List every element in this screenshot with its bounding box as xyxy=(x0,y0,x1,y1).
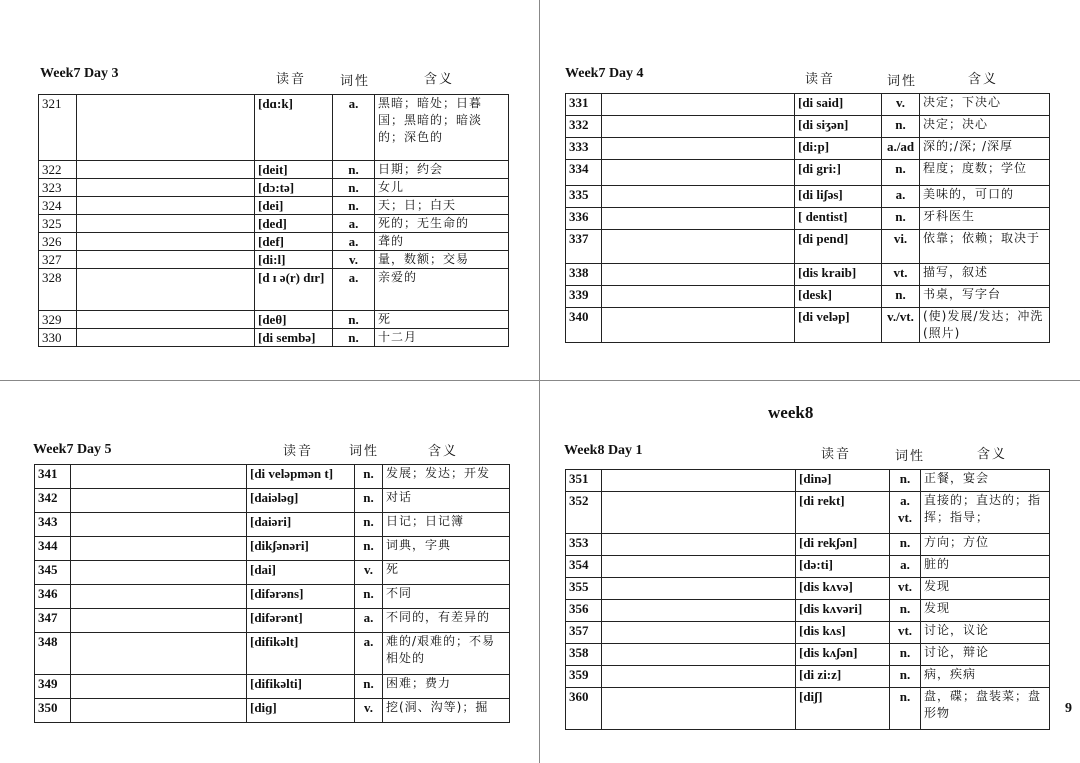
part-of-speech-cell: a. xyxy=(333,269,375,311)
vocab-table xyxy=(565,93,1050,343)
part-of-speech-cell: n. xyxy=(890,644,921,666)
part-of-speech-cell: n. xyxy=(355,537,383,561)
phonetic-cell: [dis kʌvəri] xyxy=(796,600,890,622)
word-number: 337 xyxy=(566,230,602,264)
phonetic-cell: [difikəlt] xyxy=(247,633,355,675)
col-pos: 词性 xyxy=(895,449,926,464)
phonetic-cell: [dikʃənəri] xyxy=(247,537,355,561)
meaning-cell: 讨论，议论 xyxy=(921,622,1050,644)
day-title: Week7 Day 3 xyxy=(40,66,119,81)
meaning-cell: 依靠；依赖；取决于 xyxy=(920,230,1050,264)
meaning-cell: 日记；日记簿 xyxy=(383,513,510,537)
word-number: 341 xyxy=(35,465,71,489)
word-number: 328 xyxy=(39,269,77,311)
word-cell xyxy=(602,666,796,688)
word-number: 348 xyxy=(35,633,71,675)
phonetic-cell: [dɔ:tə] xyxy=(255,179,333,197)
phonetic-cell: [dis kraib] xyxy=(795,264,882,286)
vocab-table xyxy=(38,94,509,347)
word-cell xyxy=(602,534,796,556)
word-number: 336 xyxy=(566,208,602,230)
part-of-speech-cell: v. xyxy=(882,94,920,116)
phonetic-cell: [di veləpmən t] xyxy=(247,465,355,489)
table-row xyxy=(35,513,510,537)
phonetic-cell: [di rekt] xyxy=(796,492,890,534)
col-pronunciation: 读音 xyxy=(821,447,852,462)
meaning-cell: 决定；下决心 xyxy=(920,94,1050,116)
col-pronunciation: 读音 xyxy=(805,72,836,87)
word-cell xyxy=(602,208,795,230)
col-pos: 词性 xyxy=(349,444,380,459)
phonetic-cell: [di zi:z] xyxy=(796,666,890,688)
word-cell xyxy=(602,470,796,492)
col-meaning: 含义 xyxy=(424,72,455,87)
word-cell xyxy=(602,230,795,264)
word-cell xyxy=(77,233,255,251)
panel-week7-day4 xyxy=(540,0,1080,381)
table-row xyxy=(39,311,509,329)
table-row xyxy=(35,489,510,513)
vocab-rows xyxy=(566,94,1050,343)
phonetic-cell: [di rekʃən] xyxy=(796,534,890,556)
word-cell xyxy=(71,609,247,633)
meaning-cell: 黑暗；暗处；日暮国；黑暗的；暗淡的；深色的 xyxy=(375,95,509,161)
col-meaning: 含义 xyxy=(977,447,1008,462)
word-cell xyxy=(71,513,247,537)
part-of-speech-cell: a. xyxy=(882,186,920,208)
meaning-cell: 发现 xyxy=(921,600,1050,622)
meaning-cell: 牙科医生 xyxy=(920,208,1050,230)
word-cell xyxy=(77,329,255,347)
word-number: 335 xyxy=(566,186,602,208)
table-row xyxy=(566,492,1050,534)
meaning-cell: 女儿 xyxy=(375,179,509,197)
word-cell xyxy=(602,308,795,343)
word-number: 339 xyxy=(566,286,602,308)
part-of-speech-cell: a./ad xyxy=(882,138,920,160)
meaning-cell: 程度；度数；学位 xyxy=(920,160,1050,186)
table-row xyxy=(566,208,1050,230)
vocab-table xyxy=(565,469,1050,730)
phonetic-cell: [dɑ:k] xyxy=(255,95,333,161)
word-number: 347 xyxy=(35,609,71,633)
word-cell xyxy=(71,633,247,675)
word-number: 342 xyxy=(35,489,71,513)
phonetic-cell: [di pend] xyxy=(795,230,882,264)
table-row xyxy=(35,537,510,561)
part-of-speech-cell: n. xyxy=(333,329,375,347)
word-number: 330 xyxy=(39,329,77,347)
word-number: 359 xyxy=(566,666,602,688)
phonetic-cell: [di veləp] xyxy=(795,308,882,343)
word-cell xyxy=(71,489,247,513)
word-cell xyxy=(71,561,247,585)
phonetic-cell: [def] xyxy=(255,233,333,251)
meaning-cell: 死的；无生命的 xyxy=(375,215,509,233)
vocab-table xyxy=(34,464,510,723)
table-row xyxy=(566,556,1050,578)
table-row xyxy=(35,561,510,585)
phonetic-cell: [desk] xyxy=(795,286,882,308)
word-cell xyxy=(71,537,247,561)
part-of-speech-cell: vt. xyxy=(890,622,921,644)
meaning-cell: 不同 xyxy=(383,585,510,609)
meaning-cell: 亲爱的 xyxy=(375,269,509,311)
phonetic-cell: [d ɪ ə(r) dɪr] xyxy=(255,269,333,311)
word-number: 360 xyxy=(566,688,602,730)
word-cell xyxy=(77,95,255,161)
table-row xyxy=(566,264,1050,286)
word-number: 331 xyxy=(566,94,602,116)
part-of-speech-cell: n. xyxy=(882,286,920,308)
word-cell xyxy=(602,644,796,666)
meaning-cell: 发现 xyxy=(921,578,1050,600)
part-of-speech-cell: a. xyxy=(333,233,375,251)
word-cell xyxy=(77,197,255,215)
phonetic-cell: [dai] xyxy=(247,561,355,585)
word-number: 332 xyxy=(566,116,602,138)
table-row xyxy=(35,699,510,723)
table-row xyxy=(566,94,1050,116)
word-cell xyxy=(602,556,796,578)
meaning-cell: 日期；约会 xyxy=(375,161,509,179)
table-row xyxy=(35,633,510,675)
word-cell xyxy=(71,585,247,609)
word-number: 322 xyxy=(39,161,77,179)
phonetic-cell: [di liʃəs] xyxy=(795,186,882,208)
col-pronunciation: 读音 xyxy=(276,72,307,87)
meaning-cell: 美味的，可口的 xyxy=(920,186,1050,208)
word-number: 358 xyxy=(566,644,602,666)
phonetic-cell: [dei] xyxy=(255,197,333,215)
vocab-rows xyxy=(566,470,1050,730)
phonetic-cell: [difərəns] xyxy=(247,585,355,609)
table-row xyxy=(35,609,510,633)
word-number: 352 xyxy=(566,492,602,534)
phonetic-cell: [də:ti] xyxy=(796,556,890,578)
word-number: 344 xyxy=(35,537,71,561)
word-number: 350 xyxy=(35,699,71,723)
meaning-cell: 病，疾病 xyxy=(921,666,1050,688)
meaning-cell: 正餐，宴会 xyxy=(921,470,1050,492)
part-of-speech-cell: vi. xyxy=(882,230,920,264)
table-row xyxy=(39,95,509,161)
table-row xyxy=(566,308,1050,343)
word-cell xyxy=(602,160,795,186)
part-of-speech-cell: n. xyxy=(890,666,921,688)
word-cell xyxy=(602,622,796,644)
part-of-speech-cell: n. xyxy=(355,585,383,609)
table-row xyxy=(566,666,1050,688)
meaning-cell: 盘，碟；盘装菜；盘形物 xyxy=(921,688,1050,730)
word-number: 346 xyxy=(35,585,71,609)
part-of-speech-cell: v. xyxy=(333,251,375,269)
word-number: 333 xyxy=(566,138,602,160)
table-row xyxy=(35,465,510,489)
meaning-cell: 描写，叙述 xyxy=(920,264,1050,286)
col-pos: 词性 xyxy=(887,74,918,89)
part-of-speech-cell: a. xyxy=(355,633,383,675)
word-cell xyxy=(602,492,796,534)
table-row xyxy=(566,186,1050,208)
col-meaning: 含义 xyxy=(968,72,999,87)
meaning-cell: 对话 xyxy=(383,489,510,513)
part-of-speech-cell: n. xyxy=(355,465,383,489)
word-number: 325 xyxy=(39,215,77,233)
table-row xyxy=(566,622,1050,644)
part-of-speech-cell: vt. xyxy=(882,264,920,286)
table-row xyxy=(566,534,1050,556)
part-of-speech-cell: a. vt. xyxy=(890,492,921,534)
word-cell xyxy=(602,264,795,286)
meaning-cell: 不同的，有差异的 xyxy=(383,609,510,633)
word-cell xyxy=(77,311,255,329)
meaning-cell: 十二月 xyxy=(375,329,509,347)
word-cell xyxy=(77,161,255,179)
table-row xyxy=(566,138,1050,160)
table-row xyxy=(39,161,509,179)
word-number: 357 xyxy=(566,622,602,644)
meaning-cell: 死 xyxy=(375,311,509,329)
table-row xyxy=(566,116,1050,138)
part-of-speech-cell: n. xyxy=(355,489,383,513)
phonetic-cell: [diɡ] xyxy=(247,699,355,723)
word-cell xyxy=(71,699,247,723)
table-row xyxy=(566,688,1050,730)
word-cell xyxy=(77,269,255,311)
phonetic-cell: [di gri:] xyxy=(795,160,882,186)
table-row xyxy=(566,578,1050,600)
week-title: week8 xyxy=(768,403,814,422)
word-cell xyxy=(77,215,255,233)
phonetic-cell: [di:l] xyxy=(255,251,333,269)
word-number: 349 xyxy=(35,675,71,699)
word-number: 356 xyxy=(566,600,602,622)
word-number: 323 xyxy=(39,179,77,197)
word-number: 353 xyxy=(566,534,602,556)
part-of-speech-cell: n. xyxy=(882,116,920,138)
phonetic-cell: [deit] xyxy=(255,161,333,179)
part-of-speech-cell: v. xyxy=(355,699,383,723)
table-row xyxy=(39,179,509,197)
table-row xyxy=(566,230,1050,264)
meaning-cell: 死 xyxy=(383,561,510,585)
day-title: Week7 Day 4 xyxy=(565,66,644,81)
panel-week7-day3 xyxy=(0,0,540,381)
meaning-cell: 困难；费力 xyxy=(383,675,510,699)
meaning-cell: 讨论，辩论 xyxy=(921,644,1050,666)
part-of-speech-cell: n. xyxy=(882,208,920,230)
col-pronunciation: 读音 xyxy=(283,444,314,459)
part-of-speech-cell: n. xyxy=(333,161,375,179)
phonetic-cell: [di:p] xyxy=(795,138,882,160)
table-row xyxy=(566,600,1050,622)
meaning-cell: 挖(洞、沟等)；掘 xyxy=(383,699,510,723)
phonetic-cell: [daiəri] xyxy=(247,513,355,537)
meaning-cell: 聋的 xyxy=(375,233,509,251)
meaning-cell: 发展；发达；开发 xyxy=(383,465,510,489)
table-row xyxy=(566,644,1050,666)
meaning-cell: 天；日；白天 xyxy=(375,197,509,215)
meaning-cell: 量，数额；交易 xyxy=(375,251,509,269)
table-row xyxy=(39,251,509,269)
phonetic-cell: [difikəlti] xyxy=(247,675,355,699)
table-row xyxy=(39,215,509,233)
word-cell xyxy=(77,179,255,197)
phonetic-cell: [dis kʌvə] xyxy=(796,578,890,600)
phonetic-cell: [dinə] xyxy=(796,470,890,492)
part-of-speech-cell: a. xyxy=(355,609,383,633)
word-cell xyxy=(602,688,796,730)
word-number: 329 xyxy=(39,311,77,329)
meaning-cell: 决定；决心 xyxy=(920,116,1050,138)
word-cell xyxy=(602,600,796,622)
part-of-speech-cell: n. xyxy=(882,160,920,186)
part-of-speech-cell: v. xyxy=(355,561,383,585)
word-cell xyxy=(602,116,795,138)
table-row xyxy=(39,269,509,311)
word-cell xyxy=(602,138,795,160)
part-of-speech-cell: v./vt. xyxy=(882,308,920,343)
word-number: 324 xyxy=(39,197,77,215)
table-row xyxy=(39,233,509,251)
meaning-cell: 脏的 xyxy=(921,556,1050,578)
phonetic-cell: [ded] xyxy=(255,215,333,233)
word-number: 343 xyxy=(35,513,71,537)
phonetic-cell: [ dentist] xyxy=(795,208,882,230)
table-row xyxy=(566,160,1050,186)
panel-week7-day5 xyxy=(0,381,540,763)
part-of-speech-cell: n. xyxy=(333,197,375,215)
meaning-cell: 难的/艰难的；不易相处的 xyxy=(383,633,510,675)
part-of-speech-cell: a. xyxy=(333,215,375,233)
part-of-speech-cell: n. xyxy=(333,179,375,197)
phonetic-cell: [deθ] xyxy=(255,311,333,329)
word-number: 340 xyxy=(566,308,602,343)
col-meaning: 含义 xyxy=(428,444,459,459)
vocab-rows xyxy=(39,95,509,347)
word-number: 334 xyxy=(566,160,602,186)
meaning-cell: 深的;/深; /深厚 xyxy=(920,138,1050,160)
part-of-speech-cell: n. xyxy=(333,311,375,329)
page-number: 9 xyxy=(1065,701,1072,716)
vocab-rows xyxy=(35,465,510,723)
word-number: 321 xyxy=(39,95,77,161)
day-title: Week7 Day 5 xyxy=(33,442,112,457)
word-number: 345 xyxy=(35,561,71,585)
word-cell xyxy=(77,251,255,269)
word-cell xyxy=(602,94,795,116)
part-of-speech-cell: n. xyxy=(890,600,921,622)
phonetic-cell: [di sembə] xyxy=(255,329,333,347)
panel-week8-day1 xyxy=(540,381,1080,763)
table-row xyxy=(39,329,509,347)
word-number: 354 xyxy=(566,556,602,578)
meaning-cell: (使)发展/发达；冲洗(照片) xyxy=(920,308,1050,343)
word-number: 355 xyxy=(566,578,602,600)
word-cell xyxy=(602,286,795,308)
phonetic-cell: [dis kʌʃən] xyxy=(796,644,890,666)
part-of-speech-cell: a. xyxy=(890,556,921,578)
table-row xyxy=(566,470,1050,492)
word-number: 338 xyxy=(566,264,602,286)
part-of-speech-cell: n. xyxy=(355,675,383,699)
word-number: 326 xyxy=(39,233,77,251)
meaning-cell: 直接的；直达的；指挥；指导； xyxy=(921,492,1050,534)
phonetic-cell: [daiələɡ] xyxy=(247,489,355,513)
word-number: 327 xyxy=(39,251,77,269)
part-of-speech-cell: n. xyxy=(355,513,383,537)
word-cell xyxy=(71,675,247,699)
part-of-speech-cell: n. xyxy=(890,470,921,492)
table-row xyxy=(35,675,510,699)
word-cell xyxy=(602,578,796,600)
phonetic-cell: [dis kʌs] xyxy=(796,622,890,644)
col-pos: 词性 xyxy=(340,74,371,89)
word-number: 351 xyxy=(566,470,602,492)
meaning-cell: 词典，字典 xyxy=(383,537,510,561)
meaning-cell: 方向；方位 xyxy=(921,534,1050,556)
phonetic-cell: [difərənt] xyxy=(247,609,355,633)
phonetic-cell: [di said] xyxy=(795,94,882,116)
table-row xyxy=(39,197,509,215)
part-of-speech-cell: a. xyxy=(333,95,375,161)
meaning-cell: 书桌，写字台 xyxy=(920,286,1050,308)
table-row xyxy=(566,286,1050,308)
word-cell xyxy=(71,465,247,489)
phonetic-cell: [diʃ] xyxy=(796,688,890,730)
word-cell xyxy=(602,186,795,208)
part-of-speech-cell: vt. xyxy=(890,578,921,600)
part-of-speech-cell: n. xyxy=(890,688,921,730)
phonetic-cell: [di siʒən] xyxy=(795,116,882,138)
part-of-speech-cell: n. xyxy=(890,534,921,556)
day-title: Week8 Day 1 xyxy=(564,443,643,458)
table-row xyxy=(35,585,510,609)
